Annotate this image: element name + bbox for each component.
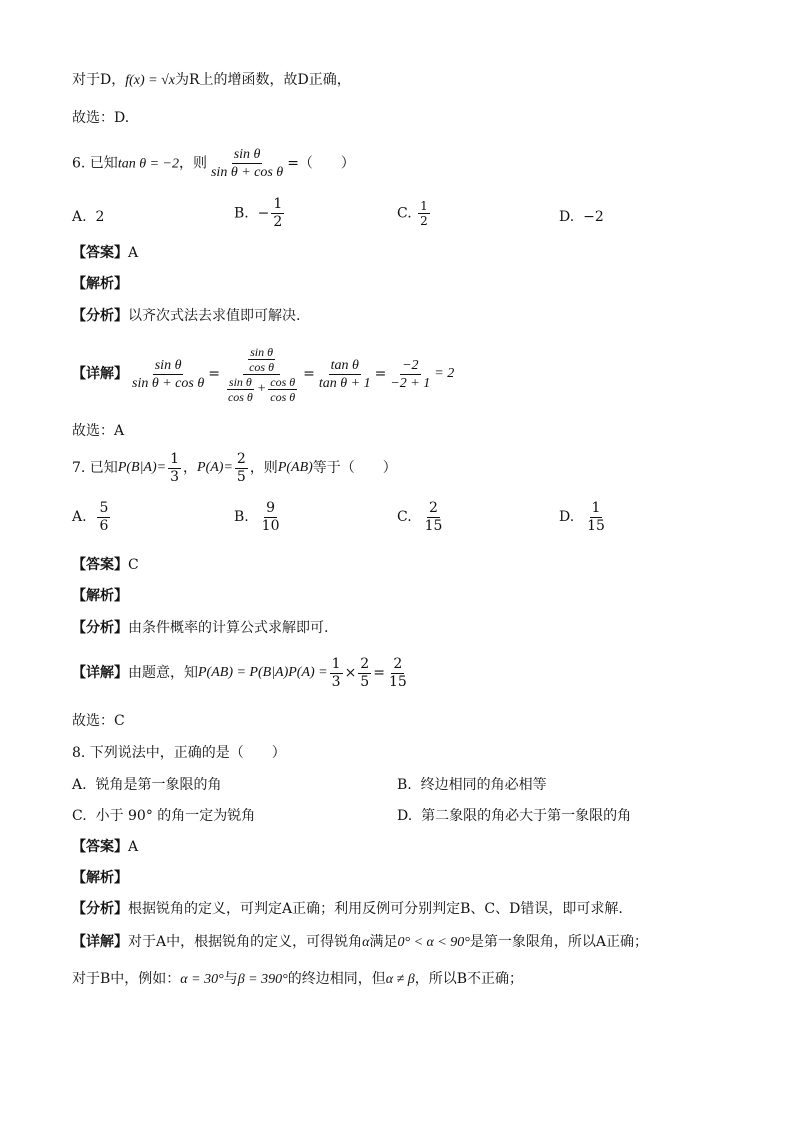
q8-detail-b: 对于B中，例如：α = 30°与β = 390°的终边相同，但α ≠ β，所以B不正确； bbox=[72, 971, 524, 987]
q7-answer: 【答案】C bbox=[72, 557, 139, 573]
q7-option-c: C. $\frac{2}{15}$ bbox=[397, 499, 443, 534]
q6-fenxi: 【分析】以齐次式法去求值即可解决. bbox=[72, 308, 301, 324]
q8-option-c: C. 小于 90° 的角一定为锐角 bbox=[72, 808, 256, 824]
q6-detail: 【详解】 $\frac{\text{sin θ}}{\text{sin θ + cos θ}}$ = $\frac{\text{sin θ}}{\text{cos θ}}$ $\frac{\text{sin θ}}{\text{cos θ}}$ + $\frac{\text{cos θ}}{\text{cos θ}}$ = $\frac{\text{tan θ}}{\text{tan θ + 1}}$ = $\frac{-2}{-2 + 1}$ = 2 bbox=[72, 344, 455, 404]
q6-analysis-tag: 【解析】 bbox=[72, 276, 128, 292]
q8-detail-a: 【详解】对于A中，根据锐角的定义，可得锐角α满足0° < α < 90°是第一象限角，所以A正确； bbox=[72, 934, 649, 950]
q6-option-d: D. −2 bbox=[559, 209, 604, 225]
q8-stem: 8. 下列说法中，正确的是（ ） bbox=[72, 745, 286, 761]
q8-option-d: D. 第二象限的角必大于第一象限的角 bbox=[397, 808, 632, 824]
q6-answer: 【答案】A bbox=[72, 245, 139, 261]
q6-option-b: B. − $\frac{1}{2}$ bbox=[234, 196, 283, 230]
q8-option-a: A. 锐角是第一象限的角 bbox=[72, 777, 222, 793]
q7-end: 故选：C bbox=[72, 713, 125, 729]
q7-analysis-tag: 【解析】 bbox=[72, 588, 128, 604]
q6-option-a: A. 2 bbox=[72, 209, 105, 225]
q6-stem: 6. 已知tan θ = −2，则 $\frac{\text{sin θ}}{\text{sin θ + cos θ}}$ =（ ） bbox=[72, 147, 355, 180]
q6-end: 故选：A bbox=[72, 423, 125, 439]
q6-option-c: C. $\frac{1}{2}$ bbox=[397, 199, 428, 228]
q8-analysis-tag: 【解析】 bbox=[72, 870, 128, 886]
d-function: f(x) = √x bbox=[125, 73, 176, 88]
q7-detail: 【详解】 由题意，知 P(AB) = P(B|A)P(A) = $\frac{1}{3}$ × $\frac{2}{5}$ = $\frac{2}{15}$ bbox=[72, 655, 407, 690]
q7-option-a: A. $\frac{5}{6}$ bbox=[72, 499, 109, 534]
q8-fenxi: 【分析】根据锐角的定义，可判定A正确；利用反例可分别判定B、C、D错误，即可求解. bbox=[72, 901, 623, 917]
q8-option-b: B. 终边相同的角必相等 bbox=[397, 777, 547, 793]
q6-nested-fraction: $\frac{\text{sin θ}}{\text{cos θ}}$ $\frac{\text{sin θ}}{\text{cos θ}}$ + $\frac{\text{cos θ}}{\text{cos θ}}$ bbox=[227, 344, 296, 404]
q7-option-b: B. $\frac{9}{10}$ bbox=[234, 499, 280, 534]
intro-d-line: 对于D，f(x) = √x为R上的增函数，故D正确， bbox=[72, 72, 351, 88]
q7-option-d: D. $\frac{1}{15}$ bbox=[559, 499, 605, 534]
q7-fenxi: 【分析】由条件概率的计算公式求解即可. bbox=[72, 620, 329, 636]
q7-stem: 7. 已知 P(B|A)= $\frac{1}{3}$ ， P(A)= $\frac{2}{5}$ ，则 P(AB) 等于（ ） bbox=[72, 450, 397, 485]
intro-answer: 故选：D. bbox=[72, 110, 130, 126]
q8-answer: 【答案】A bbox=[72, 839, 139, 855]
q6-fraction: $\frac{\text{sin θ}}{\text{sin θ + cos θ}}$ bbox=[210, 147, 284, 180]
